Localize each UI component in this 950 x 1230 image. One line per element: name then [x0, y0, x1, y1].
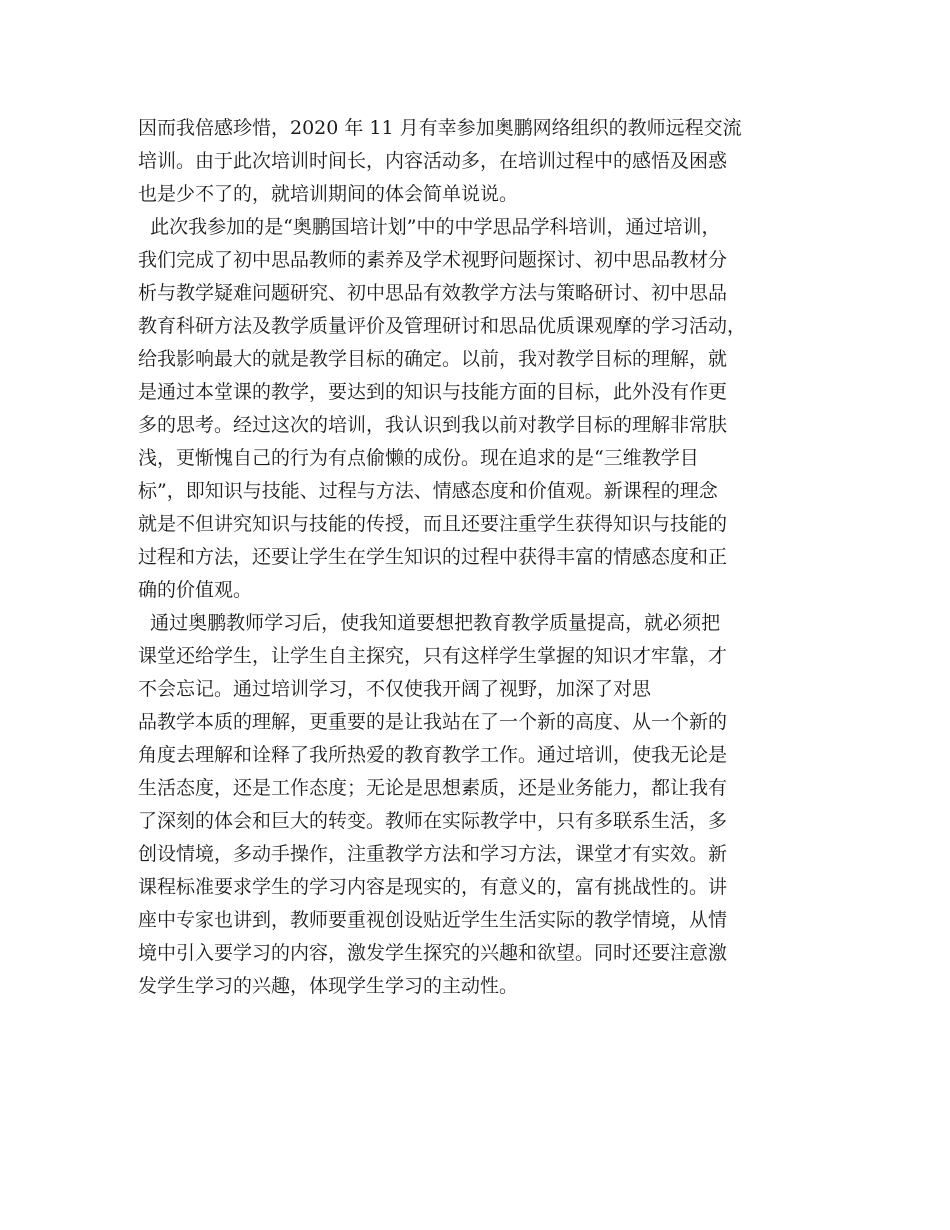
text-line: 通过奥鹏教师学习后，使我知道要想把教育教学质量提高，就必须把 [138, 612, 721, 634]
text-line: 境中引入要学习的内容，激发学生探究的兴趣和欲望。同时还要注意激 [138, 942, 728, 964]
text-line: 课程标准要求学生的学习内容是现实的，有意义的，富有挑战性的。讲 [138, 876, 728, 898]
document-body [138, 112, 838, 1003]
text-line: 我们完成了初中思品教师的素养及学术视野问题探讨、初中思品教材分 [138, 249, 728, 271]
text-line: 生活态度，还是工作态度；无论是思想素质，还是业务能力，都让我有 [138, 777, 728, 799]
text-line: 品教学本质的理解，更重要的是让我站在了一个新的高度、从一个新的 [138, 711, 728, 733]
text-line: 此次我参加的是“奥鹏国培计划”中的中学思品学科培训，通过培训， [138, 216, 721, 238]
text-line: 因而我倍感珍惜，2020 年 11 月有幸参加奥鹏网络组织的教师远程交流 [138, 117, 742, 139]
text-line: 过程和方法，还要让学生在学生知识的过程中获得丰富的情感态度和正 [138, 546, 728, 568]
text-line: 给我影响最大的就是教学目标的确定。以前，我对教学目标的理解，就 [138, 348, 728, 370]
text-line: 创设情境，多动手操作，注重教学方法和学习方法，课堂才有实效。新 [138, 843, 728, 865]
text-line: 课堂还给学生，让学生自主探究，只有这样学生掌握的知识才牢靠，才 [138, 645, 728, 667]
text-line: 浅，更惭愧自己的行为有点偷懒的成份。现在追求的是“三维教学目 [138, 447, 699, 469]
text-line: 标”，即知识与技能、过程与方法、情感态度和价值观。新课程的理念 [138, 480, 718, 502]
text-line: 座中专家也讲到，教师要重视创设贴近学生生活实际的教学情境，从情 [138, 909, 728, 931]
text-line: 是通过本堂课的教学，要达到的知识与技能方面的目标，此外没有作更 [138, 381, 728, 403]
text-line: 角度去理解和诠释了我所热爱的教育教学工作。通过培训，使我无论是 [138, 744, 728, 766]
text-line: 确的价值观。 [138, 579, 253, 601]
text-line: 培训。由于此次培训时间长，内容活动多，在培训过程中的感悟及困惑 [138, 150, 728, 172]
text-line: 教育科研方法及教学质量评价及管理研讨和思品优质课观摩的学习活动， [138, 315, 747, 337]
text-line: 了深刻的体会和巨大的转变。教师在实际教学中，只有多联系生活，多 [138, 810, 728, 832]
text-line: 就是不但讲究知识与技能的传授，而且还要注重学生获得知识与技能的 [138, 513, 728, 535]
text-line: 析与教学疑难问题研究、初中思品有效教学方法与策略研讨、初中思品 [138, 282, 728, 304]
text-line: 多的思考。经过这次的培训，我认识到我以前对教学目标的理解非常肤 [138, 414, 728, 436]
text-line: 发学生学习的兴趣，体现学生学习的主动性。 [138, 975, 519, 997]
text-line: 不会忘记。通过培训学习，不仅使我开阔了视野，加深了对思 [138, 678, 652, 700]
text-line: 也是少不了的，就培训期间的体会简单说说。 [138, 183, 519, 205]
